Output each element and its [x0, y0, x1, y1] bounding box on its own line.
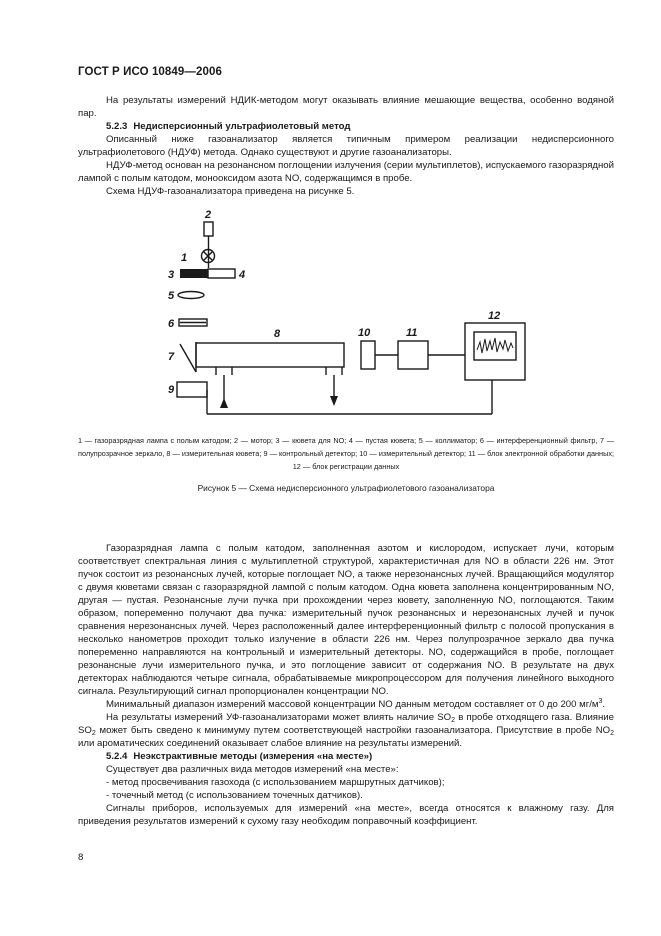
main-text	[78, 542, 614, 828]
section-title: Неэкстрактивные методы (измерения «на месте»)	[133, 751, 373, 762]
measuring-detector	[361, 341, 375, 369]
label-1: 1	[181, 252, 188, 264]
intro-block	[78, 94, 614, 120]
figure-caption: Рисунок 5 — Схема недисперсионного ультрафиолетового газоанализатора	[197, 483, 495, 493]
list-item: - точечный метод (с использованием точечных датчиков).	[106, 790, 363, 801]
label-8: 8	[274, 328, 281, 340]
paragraph: Газоразрядная лампа с полым катодом, заполненная азотом и кислородом, испускает лучи, которым соответствует спектральная линия с мультиплетной структурой, характеристичная для NO в области 226 нм. Этот пучок состоит из резонансных лучей, которые поглощает NO, а также нерезонансных лучей. Вращающийся модулятор с двумя кюветами связан с газоразрядной лампой с полым катодом. Одна кювета заполнена концентрированным NO, другая — пустая. Резонансные лучи пучка при прохождении через кювету, заполненную NO, поглощаются. Таким образом, попеременно получают два пучка: измерительный пучок резонансных и нерезонансных лучей и пучок сравнения нерезонансных лучей. Через расположенный далее интерференционный фильтр с полосой пропускания в несколько нанометров проходит только излучение в области 226 нм. Через полупрозрачное зеркало два пучка попеременно направляются на контрольный и измерительный детекторы. NO, содержащийся в пробе, поглощает резонансные лучи измерительного пучка, и это поглощение зависит от содержания NO. В результате на двух детекторах наблюдаются четыре сигнала, обрабатываемые микропроцессором для получения линейного выходного сигнала. Результирующий сигнал пропорционален концентрации NO.	[78, 543, 614, 697]
section-523-heading	[78, 120, 614, 133]
collimator-lens	[178, 292, 204, 299]
reference-detector	[177, 382, 207, 397]
label-12: 12	[488, 310, 501, 322]
section-title: Недисперсионный ультрафиолетовый метод	[133, 121, 351, 132]
paragraph: Описанный ниже газоанализатор является типичным примером реализации недисперсионного ультрафиолетового (НДУФ) метода. Однако существуют и другие газоанализаторы.	[78, 134, 614, 158]
paragraph: Минимальный диапазон измерений массовой концентрации NO данным методом составляет от 0 до 200 $мг/м^3$.	[106, 698, 606, 710]
measuring-cell	[196, 343, 344, 367]
no-cell	[180, 269, 208, 278]
paragraph: Схема НДУФ-газоанализатора приведена на рисунке 5.	[106, 186, 355, 197]
paragraph: Сигналы приборов, используемых для измерений «на месте», всегда относятся к влажному газу. Для приведения результатов измерений к сухому газу необходим поправочный коэффициент.	[78, 803, 614, 827]
label-7: 7	[168, 351, 175, 363]
intro-paragraph: На результаты измерений НДИК-методом могут оказывать влияние мешающие вещества, особенно водяной пар.	[78, 95, 614, 119]
semi-mirror	[180, 344, 196, 372]
paragraph: НДУФ-метод основан на резонансном поглощении излучения (серии мультиплетов), испускаемого газоразрядной лампой с полым катодом, монооксидом азота NO, содержащимся в пробе.	[78, 160, 614, 184]
label-2: 2	[205, 209, 212, 221]
label-10: 10	[358, 327, 371, 339]
paragraph: На результаты измерений УФ-газоанализаторами может влиять наличие $SO_2$ в пробе отходящего газа. Влияние $SO_2$ может быть сведено к минимуму путем соответствующей настройки газоанализатора. Присутствие в пробе $NO_2$ или ароматических соединений оказывает слабое влияние на результаты измерений.	[78, 712, 614, 749]
label-3: 3	[168, 269, 175, 281]
figure-legend: 1 — газоразрядная лампа с полым катодом; 2 — мотор; 3 — кювета для NO; 4 — пустая кювета; 5 — коллиматор; 6 — интерференционный фильтр, 7 — полупрозрачное зеркало, 8 — измерительная кювета; 9 — контрольный детектор; 10 — измерительный детектор; 11 — блок электронной обработки данных; 12 — блок регистрации данных	[78, 436, 614, 471]
label-5: 5	[168, 290, 175, 302]
list-item: - метод просвечивания газохода (с использованием маршрутных датчиков);	[106, 777, 445, 788]
label-6: 6	[168, 318, 175, 330]
section-number: 5.2.3	[106, 121, 128, 132]
label-9: 9	[168, 384, 175, 396]
label-11: 11	[406, 327, 418, 339]
section-number: 5.2.4	[106, 751, 128, 762]
motor-box	[204, 222, 213, 236]
page-number: 8	[78, 852, 84, 863]
paragraph: Существует два различных вида методов измерений «на месте»:	[106, 764, 399, 775]
section-524-heading	[78, 750, 614, 763]
electronics-unit	[398, 341, 428, 369]
empty-cell	[208, 269, 235, 278]
analyzer-diagram	[160, 200, 540, 430]
diagram-svg	[160, 200, 540, 430]
section-523	[78, 120, 614, 198]
document-header: ГОСТ Р ИСО 10849—2006	[78, 66, 223, 78]
label-4: 4	[239, 269, 246, 281]
